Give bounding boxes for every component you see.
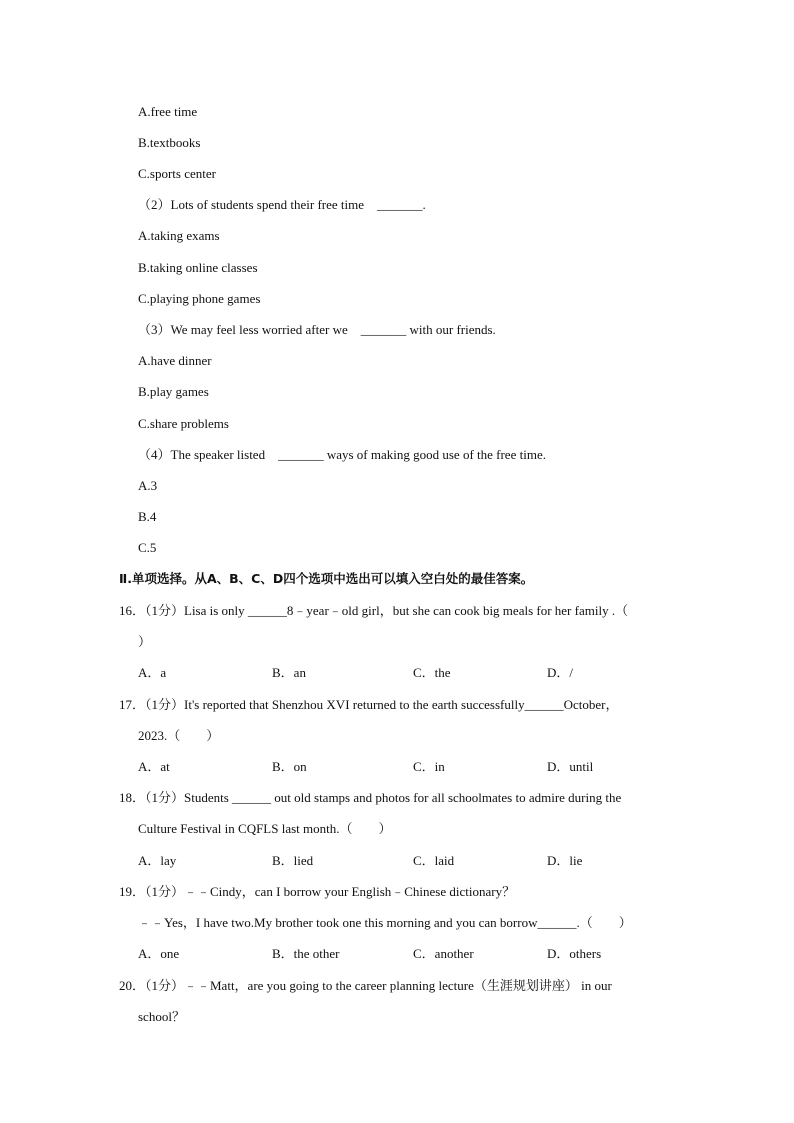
section-heading: Ⅱ.单项选择。从A、B、C、D四个选项中选出可以填入空白处的最佳答案。 — [119, 571, 534, 586]
q3-option-c: C.share problems — [138, 416, 229, 431]
q4-option-a: A.3 — [138, 478, 158, 493]
q18-option-d: D．lie — [547, 853, 583, 868]
q18-stem: 18．（1分）Students ______ out old stamps and photos for all schoolmates to admire during the — [119, 790, 622, 805]
q16-option-c: C．the — [413, 665, 451, 680]
q18-option-a: A．lay — [138, 853, 177, 868]
q20-stem: 20．（1分）﹣﹣Matt，are you going to the career planning lecture（生涯规划讲座） in our — [119, 978, 612, 993]
q3-stem: （3）We may feel less worried after we _______ with our friends. — [138, 322, 496, 337]
q3-option-b: B.play games — [138, 384, 209, 399]
q17-stem-cont: 2023.（ ） — [138, 728, 220, 743]
q18-option-b: B．lied — [272, 853, 314, 868]
q16-stem-cont: ） — [138, 634, 152, 649]
q2-option-a: A.taking exams — [138, 228, 220, 243]
q16-option-a: A．a — [138, 665, 167, 680]
q18-stem-cont: Culture Festival in CQFLS last month.（ ） — [138, 821, 392, 836]
q19-stem-cont: ﹣﹣Yes，I have two.My brother took one this morning and you can borrow______.（ ） — [138, 915, 632, 930]
q1-option-c: C.sports center — [138, 166, 216, 181]
q18-option-c: C．laid — [413, 853, 455, 868]
q20-stem-cont: school？ — [138, 1009, 185, 1024]
q1-option-b: B.textbooks — [138, 135, 201, 150]
q16-stem: 16．（1分）Lisa is only ______8﹣year﹣old girl，but she can cook big meals for her family .（ — [119, 603, 629, 618]
q2-stem: （2）Lots of students spend their free time _______. — [138, 197, 426, 212]
q3-option-a: A.have dinner — [138, 353, 212, 368]
q19-option-a: A．one — [138, 946, 180, 961]
q17-stem: 17．（1分）It's reported that Shenzhou XVI returned to the earth successfully______October， — [119, 697, 619, 712]
q4-option-c: C.5 — [138, 540, 157, 555]
q2-option-b: B.taking online classes — [138, 260, 258, 275]
q1-option-a: A.free time — [138, 104, 198, 119]
q17-option-a: A．at — [138, 759, 170, 774]
q4-option-b: B.4 — [138, 509, 157, 524]
q17-option-c: C．in — [413, 759, 445, 774]
q16-option-d: D．/ — [547, 665, 574, 680]
q4-stem: （4）The speaker listed _______ ways of making good use of the free time. — [138, 447, 546, 462]
q2-option-c: C.playing phone games — [138, 291, 261, 306]
q19-stem: 19．（1分）﹣﹣Cindy，can I borrow your English﹣Chinese dictionary？ — [119, 884, 516, 899]
q19-option-b: B．the other — [272, 946, 340, 961]
q19-option-c: C．another — [413, 946, 474, 961]
q17-option-d: D．until — [547, 759, 594, 774]
q19-option-d: D．others — [547, 946, 602, 961]
q17-option-b: B．on — [272, 759, 307, 774]
q16-option-b: B．an — [272, 665, 306, 680]
